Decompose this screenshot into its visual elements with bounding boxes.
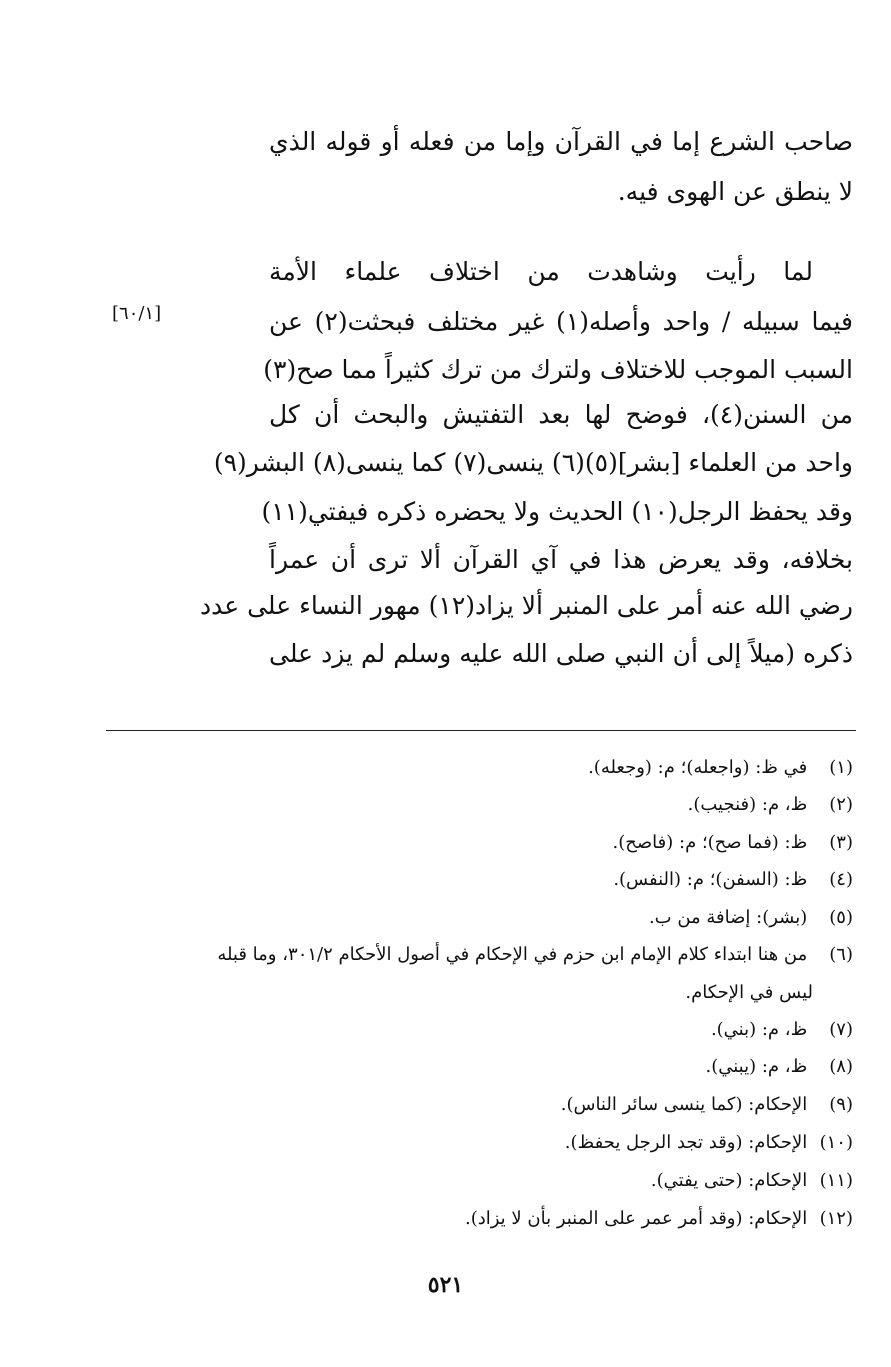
footnote: (٧) ظ، م: (بني). xyxy=(710,1019,853,1040)
footnote: (٥) (بشر): إضافة من ب. xyxy=(648,907,853,928)
footnote: (٢) ظ، م: (فنجيب). xyxy=(687,794,853,815)
body-line: وقد يحفظ الرجل(١٠) الحديث ولا يحضره ذكره فيفتي(١١) xyxy=(261,497,853,526)
body-line: واحد من العلماء [بشر](٥)(٦) ينسى(٧) كما ينسى(٨) البشر(٩) xyxy=(213,448,853,477)
footnote: (٤) ظ: (السفن)؛ م: (النفس). xyxy=(613,869,853,890)
margin-reference: [٦٠/١] xyxy=(112,303,162,324)
body-line: من السنن(٤)، فوضح لها بعد التفتيش والبحث أن كل xyxy=(269,400,853,429)
body-line: رضي الله عنه أمر على المنبر ألا يزاد(١٢) مهور النساء على عدد xyxy=(199,591,853,620)
footnote-continuation: ليس في الإحكام. xyxy=(685,982,813,1003)
footnote: (٩) الإحكام: (كما ينسى سائر الناس). xyxy=(560,1094,853,1115)
footnote-separator xyxy=(106,730,856,731)
footnote: (١٢) الإحكام: (وقد أمر عمر على المنبر بأن لا يزاد). xyxy=(464,1208,853,1229)
footnote: (٣) ظ: (فما صح)؛ م: (فاصح). xyxy=(612,832,853,853)
footnote: (١٠) الإحكام: (وقد تجد الرجل يحفظ). xyxy=(564,1132,853,1153)
body-line: السبب الموجب للاختلاف ولترك من ترك كثيراً مما صح(٣) xyxy=(263,355,853,384)
footnote: (١) في ظ: (واجعله)؛ م: (وجعله). xyxy=(588,757,853,778)
body-line: بخلافه، وقد يعرض هذا في آي القرآن ألا ترى أن عمراً xyxy=(269,545,853,574)
body-line: ذكره (ميلاً إلى أن النبي صلى الله عليه وسلم لم يزد على xyxy=(269,639,853,668)
body-line: فيما سبيله / واحد وأصله(١) غير مختلف فبحثت(٢) عن xyxy=(269,307,854,336)
body-line: لما رأيت وشاهدت من اختلاف علماء الأمة xyxy=(269,257,813,286)
page-number: ٥٢١ xyxy=(427,1272,464,1298)
footnote: (١١) الإحكام: (حتى يفتي). xyxy=(650,1170,853,1191)
body-line: لا ينطق عن الهوى فيه. xyxy=(617,177,853,206)
footnote: (٨) ظ، م: (يبني). xyxy=(705,1056,853,1077)
body-line: صاحب الشرع إما في القرآن وإما من فعله أو قوله الذي xyxy=(269,127,853,156)
footnote: (٦) من هنا ابتداء كلام الإمام ابن حزم في الإحكام في أصول الأحكام ٣٠١/٢، وما قبله xyxy=(217,944,853,965)
